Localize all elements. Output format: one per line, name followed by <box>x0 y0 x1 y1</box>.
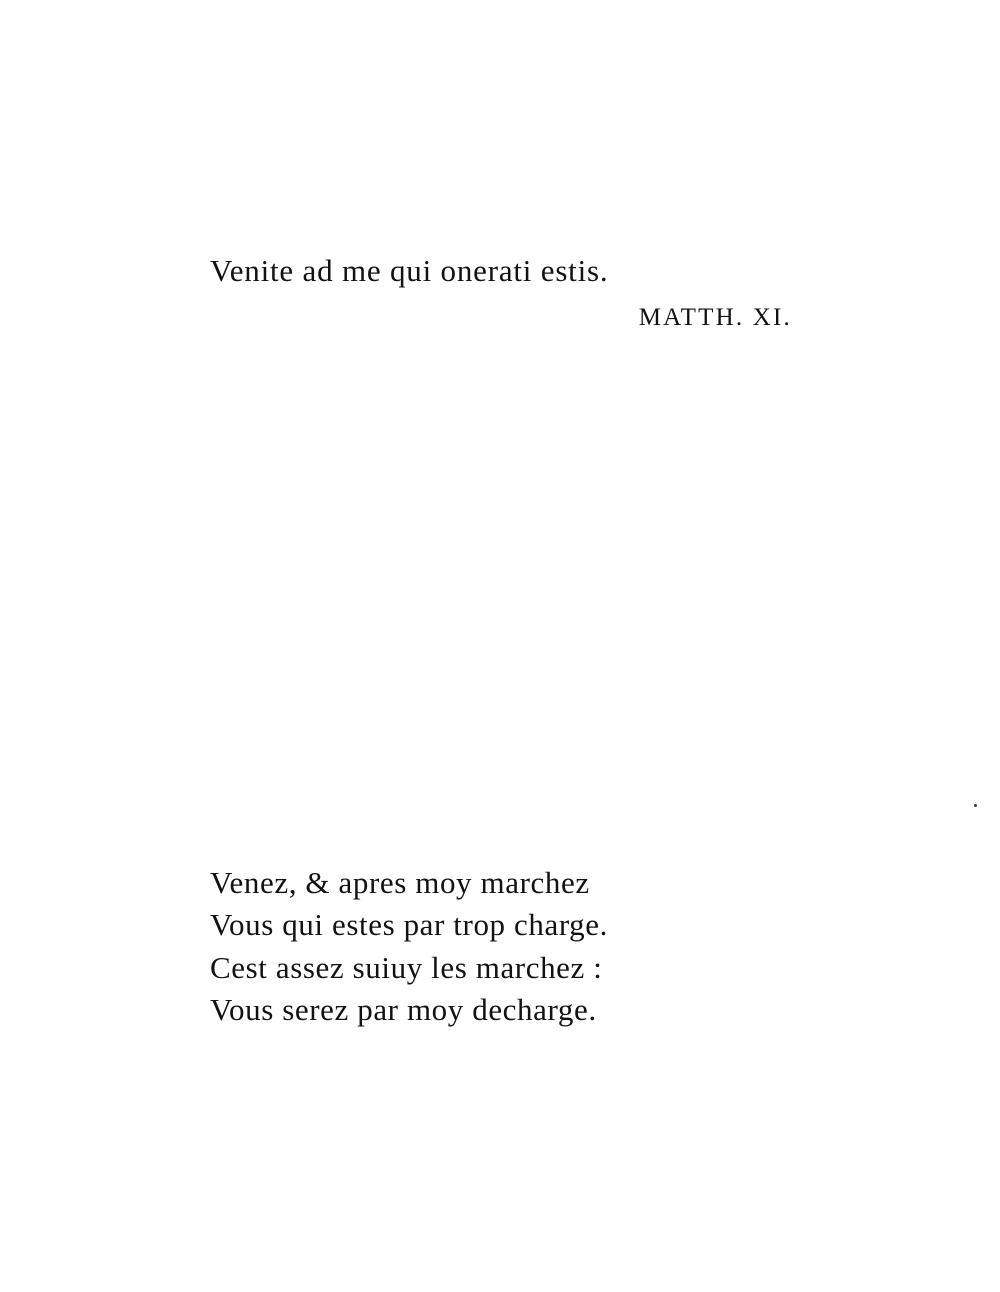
verse-line: Cest assez suiuy les marchez : <box>210 949 603 985</box>
epigraph-quote: Venite ad me qui onerati estis. <box>210 253 609 288</box>
verse-line: Vous qui estes par trop charge. <box>210 907 608 943</box>
page-speck-mark <box>974 804 977 807</box>
epigraph-attribution: MATTH. XI. <box>638 303 792 331</box>
verse-line: Venez, & apres moy marchez <box>210 865 590 900</box>
verse-block <box>210 862 910 1032</box>
verse-line: Vous serez par moy decharge. <box>210 992 597 1028</box>
epigraph-block <box>210 252 850 332</box>
